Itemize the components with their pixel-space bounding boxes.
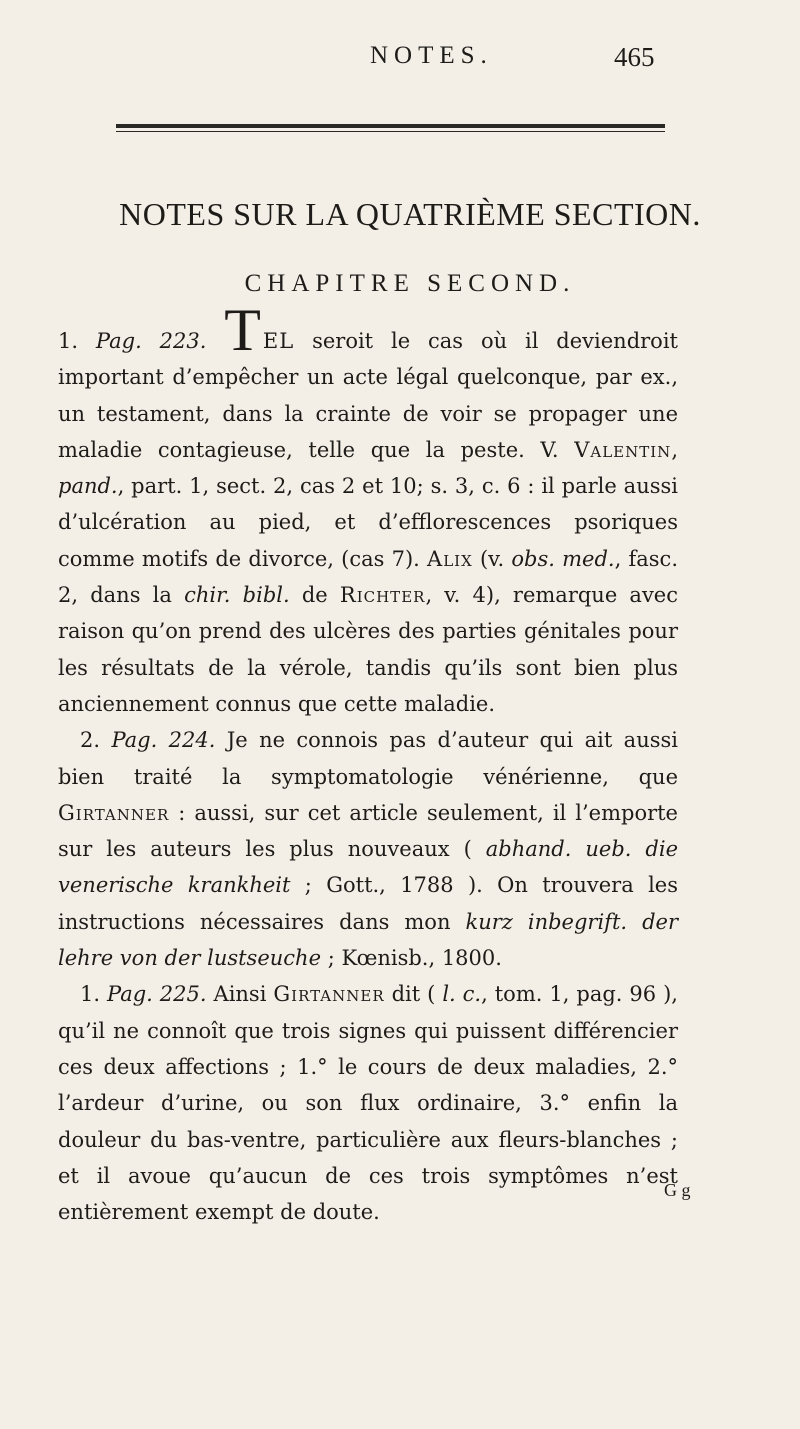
dropcap-letter: T xyxy=(224,297,261,363)
author-name: Alix xyxy=(427,546,473,571)
chapter-title: CHAPITRE SECOND. xyxy=(244,270,576,297)
note-paragraph xyxy=(58,722,678,976)
italic-citation: l. c. xyxy=(442,982,482,1007)
notes-body xyxy=(58,297,679,1230)
text-run: seroit le cas où il deviendroit important d’empêcher un acte légal quelconque, par ex., un testament, dans la crainte de voir se propager une maladie contagieuse, telle que la peste. V. xyxy=(58,329,678,462)
text-run: (v. xyxy=(472,546,512,571)
section-title: NOTES SUR LA QUATRIÈME SECTION. xyxy=(119,196,701,232)
note-paragraph xyxy=(58,297,678,722)
note-number: 2. xyxy=(80,728,101,753)
dropcap-continuation: EL xyxy=(262,329,295,353)
italic-citation: pand. xyxy=(58,474,118,499)
note-paragraph xyxy=(58,976,678,1230)
running-title: NOTES. xyxy=(370,42,493,69)
text-run: , fasc. 2, dans la xyxy=(58,546,678,608)
text-run: , tom. 1, pag. 96 ), qu’il ne connoît que trois signes qui puissent différencier ces deux affections ; 1.° le cours de deux maladies, 2.° l’ardeur d’urine, ou son flux ordinaire, 3.° enfin la douleur du bas-ventre, particulière aux fleurs-blanches ; et il avoue qu’aucun de ces trois symptômes n’est entièrement exempt de doute. xyxy=(58,982,678,1225)
author-name: Valentin xyxy=(574,437,672,462)
italic-citation: chir. bibl. xyxy=(184,583,290,608)
note-text xyxy=(58,982,678,1224)
text-run: , xyxy=(671,437,678,462)
header-rule-thick xyxy=(116,124,665,128)
note-page-ref: Pag. 225. xyxy=(107,982,207,1007)
note-number: 1. xyxy=(58,329,79,353)
text-run: ; Gott., 1788 ). On trouvera les instructions nécessaires dans mon xyxy=(58,873,678,934)
text-run: , v. 4), remarque avec raison qu’on prend des ulcères des parties génitales pour les résultats de la vérole, tandis qu’ils sont bien plus anciennement connus que cette maladie. xyxy=(58,583,678,716)
text-run: de xyxy=(289,583,340,608)
running-head xyxy=(0,42,800,82)
text-run: , part. 1, sect. 2, cas 2 et 10; s. 3, c. 6 : il parle aussi d’ulcération au pied, et d’efflorescences psoriques comme motifs de divorce, (cas 7). xyxy=(58,474,678,571)
text-run: : aussi, sur cet article seulement, il l’emporte sur les auteurs les plus nouveaux ( xyxy=(58,800,678,862)
note-text xyxy=(58,329,678,716)
author-name: Girtanner xyxy=(273,982,385,1007)
italic-citation: abhand. ueb. die venerische krankheit xyxy=(58,837,678,898)
note-text xyxy=(58,728,678,970)
header-rule-thin xyxy=(116,131,665,132)
italic-citation: obs. med. xyxy=(511,546,615,571)
note-number: 1. xyxy=(80,982,101,1007)
author-name: Richter xyxy=(339,583,426,608)
note-page-ref: Pag. 224. xyxy=(111,728,216,753)
author-name: Girtanner xyxy=(58,800,170,825)
text-run: Ainsi xyxy=(206,982,274,1007)
italic-citation: kurz inbegrift. der lehre von der lustseuche xyxy=(58,909,679,971)
text-run: dit ( xyxy=(384,982,443,1007)
text-run: ; Kœnisb., 1800. xyxy=(321,946,502,971)
note-page-ref: Pag. 223. xyxy=(95,329,207,353)
catchword: G g xyxy=(664,1180,691,1200)
text-run: Je ne connois pas d’auteur qui ait aussi bien traité la symptomatologie vénérienne, que xyxy=(58,728,678,789)
page-number: 465 xyxy=(614,42,655,72)
